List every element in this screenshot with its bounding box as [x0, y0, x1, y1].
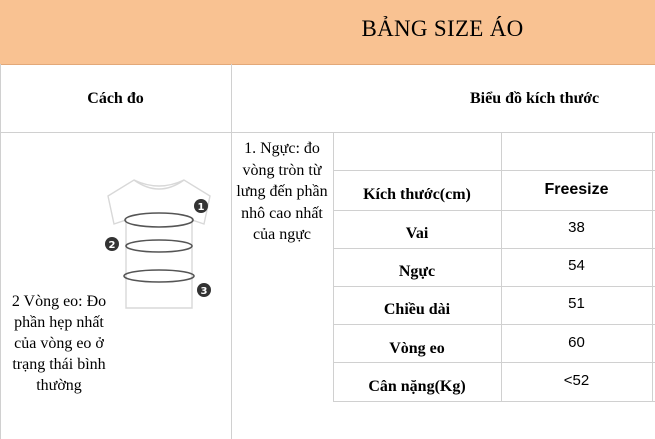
size-row-value: 60	[568, 334, 585, 351]
marker-1-icon	[194, 199, 208, 213]
size-name-header: Freesize	[544, 181, 609, 198]
size-row-label: Cân nặng(Kg)	[368, 378, 466, 395]
measure-section-header: Cách đo	[87, 90, 144, 107]
marker-2-icon	[105, 237, 119, 251]
svg-text:2: 2	[108, 240, 116, 251]
svg-text:1: 1	[197, 202, 205, 213]
grid-line	[333, 362, 655, 363]
hip-line-icon	[124, 270, 194, 282]
size-row-value: 54	[568, 257, 585, 274]
tshirt-diagram	[100, 168, 218, 318]
size-row-label: Ngực	[398, 263, 436, 280]
size-row-value: 38	[568, 219, 585, 236]
grid-line	[333, 248, 655, 249]
size-row-label: Vai	[405, 225, 429, 242]
grid-line	[333, 286, 655, 287]
page-title: BẢNG SIZE ÁO	[361, 16, 524, 41]
svg-text:3: 3	[200, 286, 208, 297]
waist-line-icon	[126, 240, 192, 252]
marker-3-icon	[197, 283, 211, 297]
grid-line	[333, 401, 655, 402]
size-row-value: <52	[563, 372, 590, 389]
grid-line	[333, 210, 655, 211]
chest-measure-note: 1. Ngực: đo vòng tròn từ lưng đến phần nhô cao nhất của ngực	[236, 140, 328, 243]
waist-measure-note: 2 Vòng eo: Đo phần hẹp nhất của vòng eo ở trạng thái bình thường	[11, 293, 107, 394]
size-row-label: Vòng eo	[389, 340, 445, 357]
grid-line	[0, 132, 655, 133]
grid-line	[333, 170, 655, 171]
chest-line-icon	[125, 213, 193, 227]
chart-section-header: Biểu đồ kích thước	[470, 90, 600, 107]
tshirt-outline-icon	[108, 180, 210, 308]
grid-line	[231, 64, 232, 439]
grid-line	[0, 64, 1, 439]
size-col-header: Kích thước(cm)	[363, 186, 471, 203]
grid-line	[333, 324, 655, 325]
size-row-label: Chiều dài	[383, 301, 451, 318]
size-row-value: 51	[568, 295, 585, 312]
